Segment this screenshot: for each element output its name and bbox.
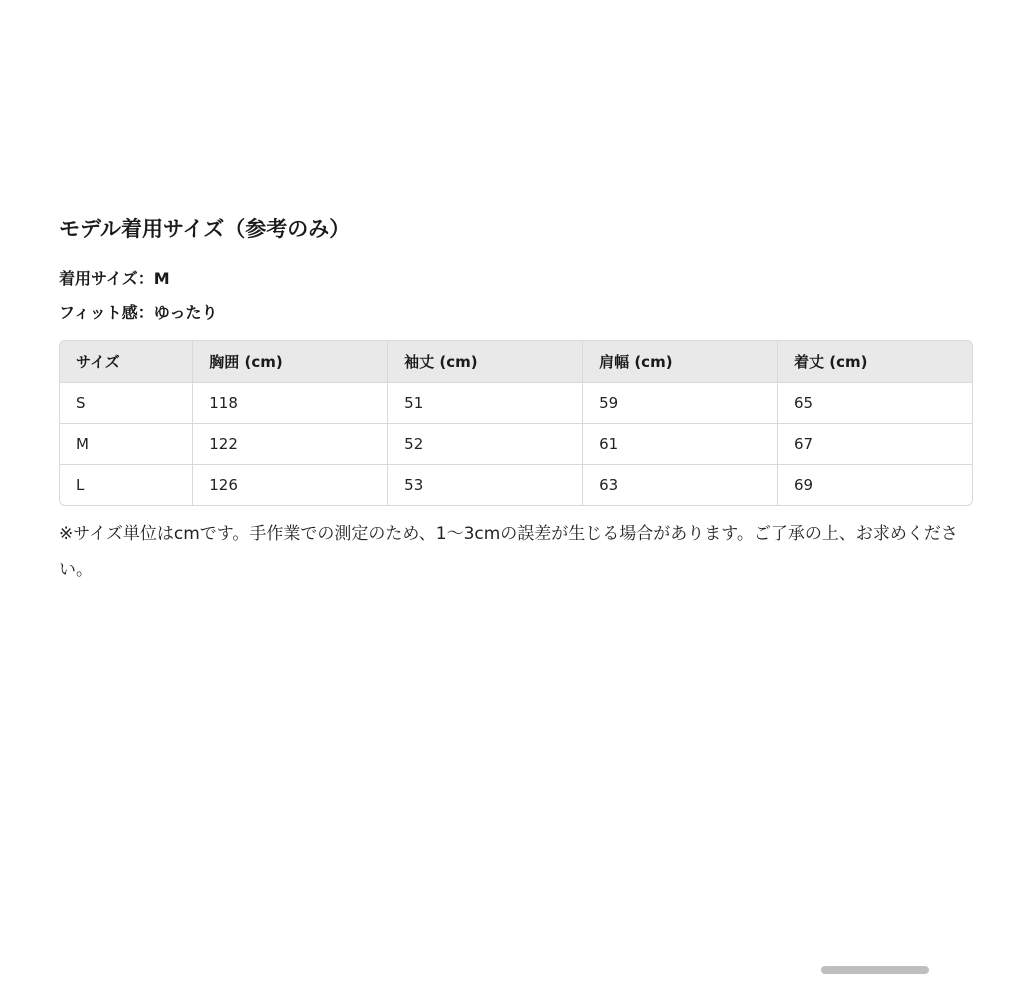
table-header-row bbox=[60, 341, 972, 383]
header-sleeve: 袖丈 (cm) bbox=[388, 341, 583, 383]
cell-shoulder: 63 bbox=[583, 465, 778, 505]
cell-shoulder: 59 bbox=[583, 383, 778, 424]
table-row bbox=[60, 424, 972, 465]
size-info-section bbox=[59, 212, 973, 588]
cell-chest: 118 bbox=[193, 383, 388, 424]
size-table bbox=[59, 340, 973, 506]
cell-sleeve: 51 bbox=[388, 383, 583, 424]
cell-length: 67 bbox=[778, 424, 972, 465]
cell-chest: 126 bbox=[193, 465, 388, 505]
cell-size: S bbox=[60, 383, 193, 424]
cell-sleeve: 53 bbox=[388, 465, 583, 505]
table-row bbox=[60, 383, 972, 424]
fit-text: フィット感：ゆったり bbox=[59, 303, 218, 322]
cell-size: L bbox=[60, 465, 193, 505]
cell-length: 69 bbox=[794, 476, 814, 494]
cell-size: M bbox=[60, 424, 193, 465]
cell-length: 65 bbox=[778, 383, 972, 424]
cell-sleeve: 52 bbox=[388, 424, 583, 465]
header-chest: 胸囲 (cm) bbox=[193, 341, 388, 383]
table-row bbox=[60, 465, 972, 505]
header-size: サイズ bbox=[60, 341, 193, 383]
measurement-note: ※サイズ単位はcmです。手作業での測定のため、1〜3cmの誤差が生じる場合があります。ご了承の上、お求めください。 bbox=[59, 524, 958, 580]
section-title: モデル着用サイズ（参考のみ） bbox=[59, 217, 351, 241]
header-length: 着丈 (cm) bbox=[778, 341, 972, 383]
cell-chest: 122 bbox=[193, 424, 388, 465]
scroll-indicator[interactable] bbox=[821, 966, 929, 974]
cell-shoulder: 61 bbox=[583, 424, 778, 465]
header-shoulder: 肩幅 (cm) bbox=[583, 341, 778, 383]
worn-size-text: 着用サイズ：M bbox=[59, 269, 170, 288]
